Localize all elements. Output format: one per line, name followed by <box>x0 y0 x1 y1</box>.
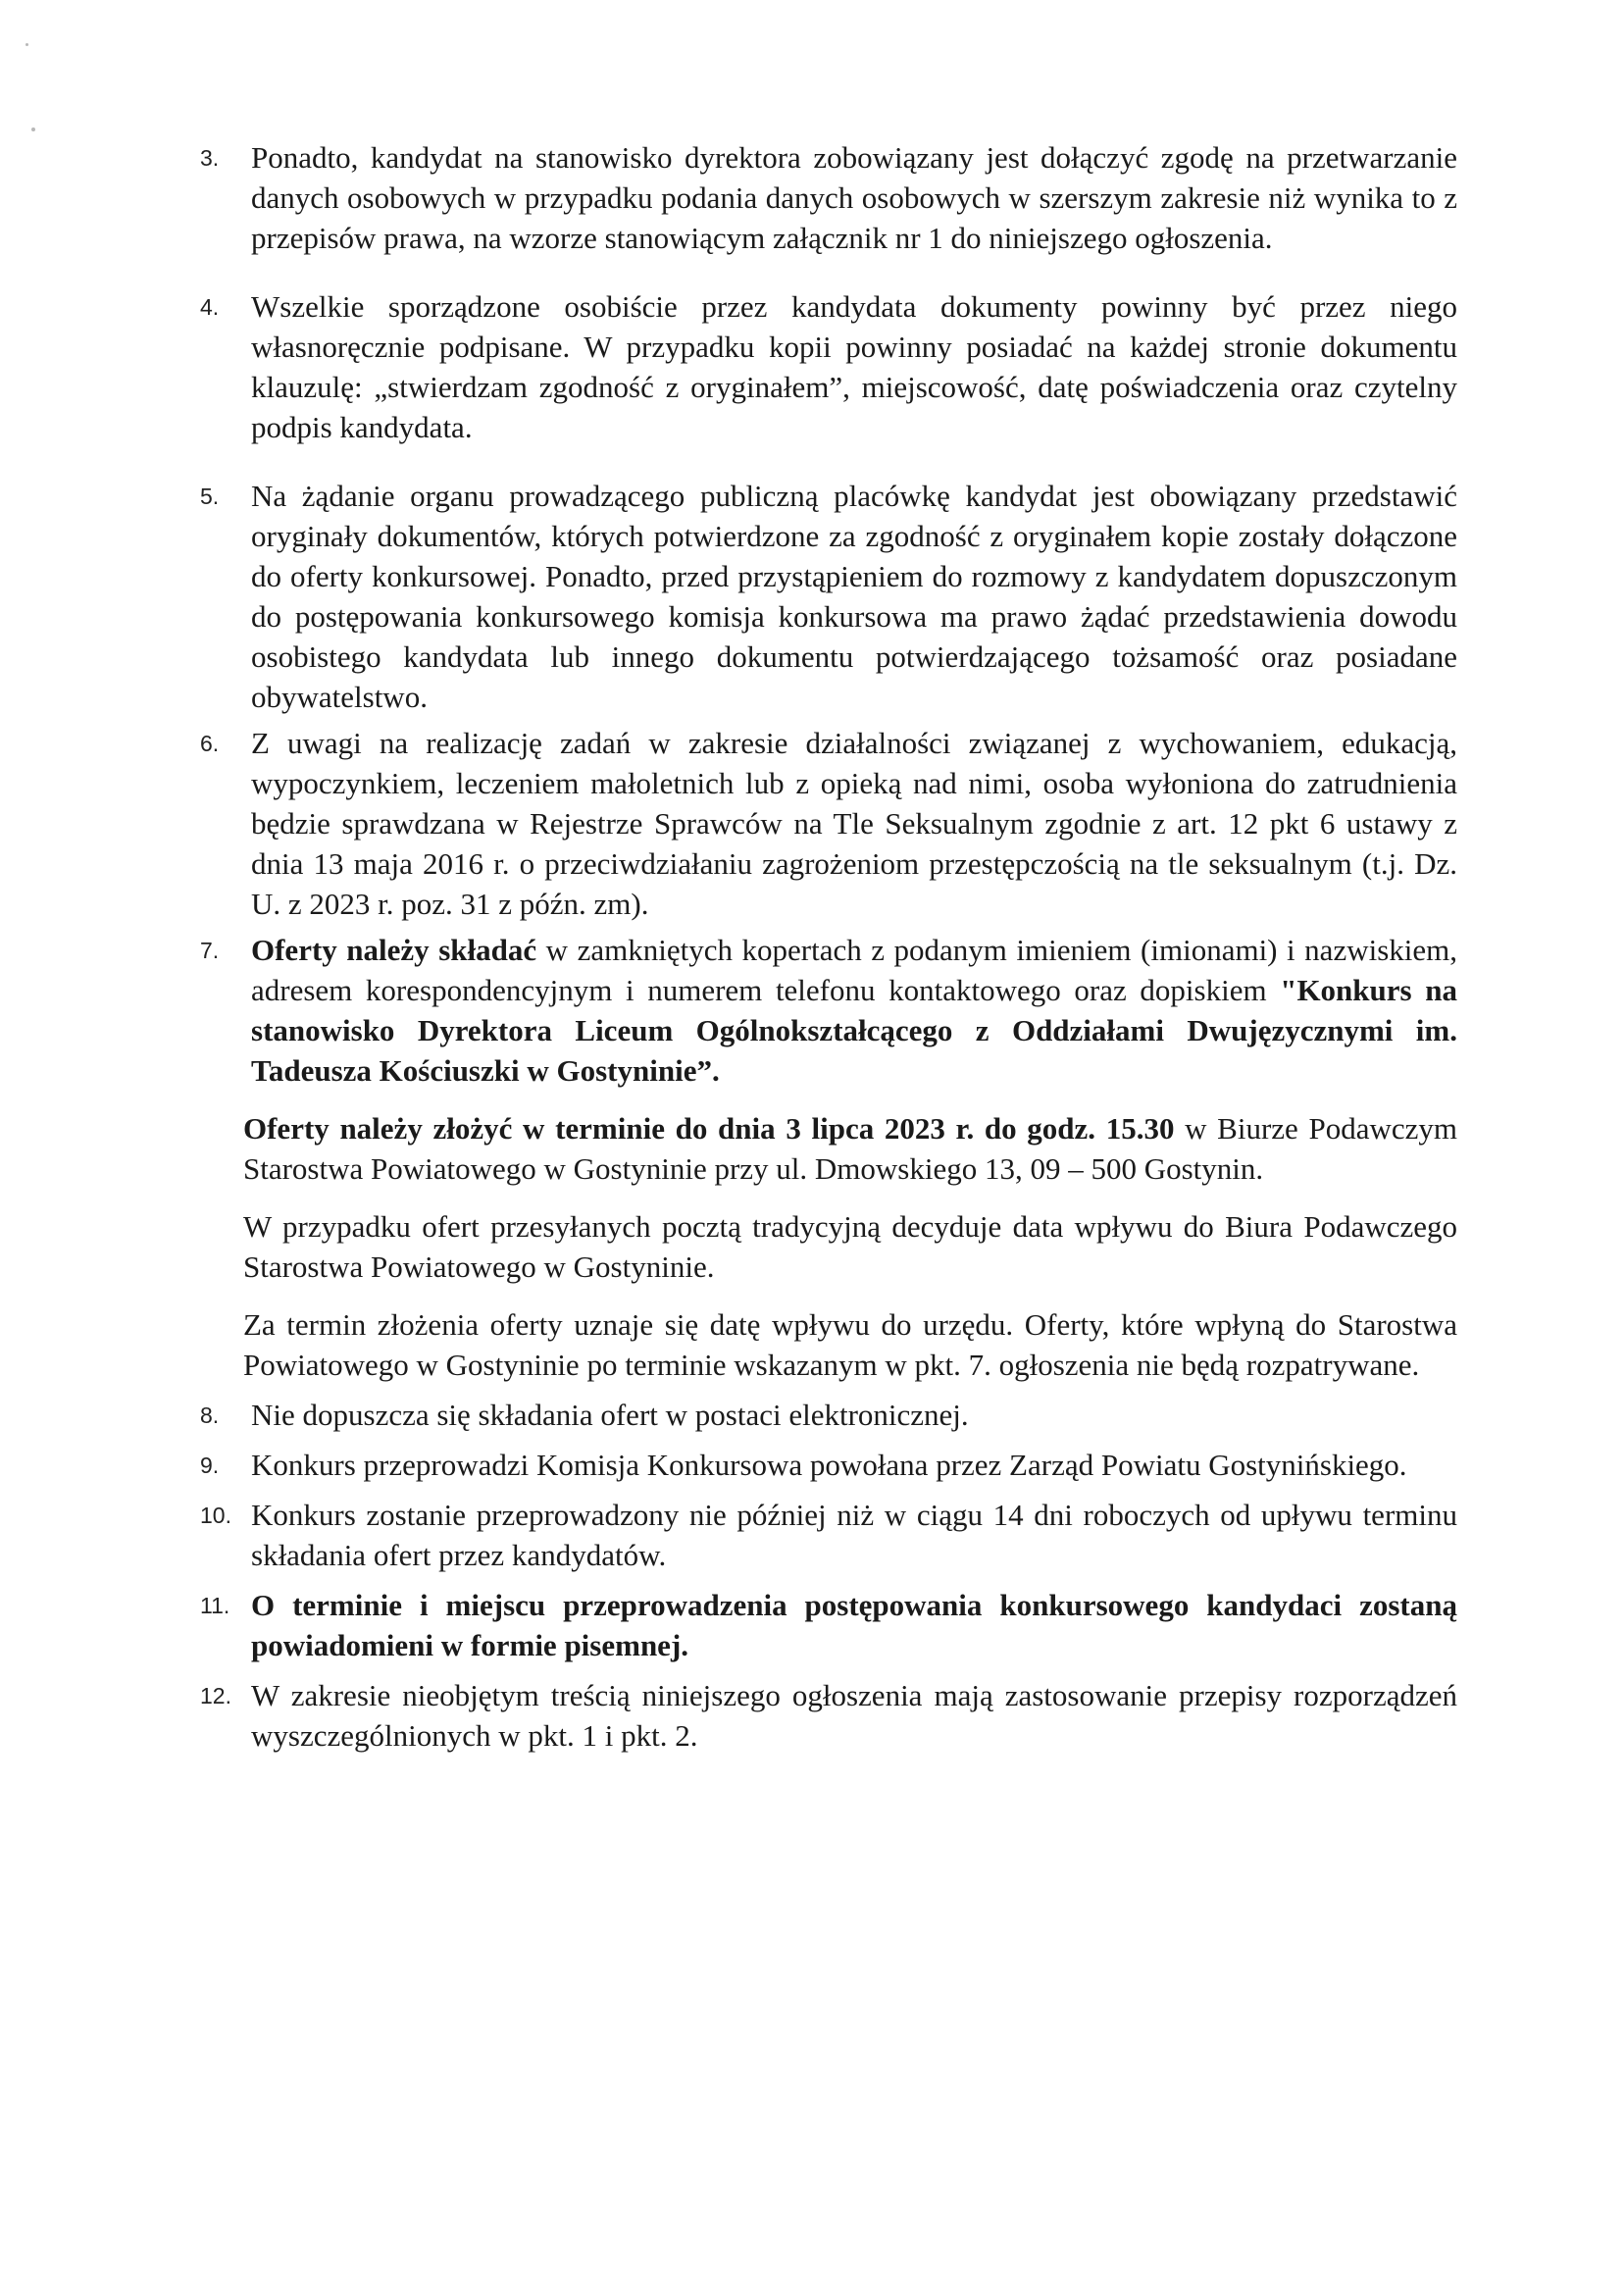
list-item-6 <box>192 723 1457 924</box>
item-text: Konkurs przeprowadzi Komisja Konkursowa powołana przez Zarząd Powiatu Gostynińskiego. <box>251 1448 1407 1482</box>
list-item-3 <box>192 137 1457 258</box>
offer-deadline <box>243 1108 1457 1189</box>
item-number: 10. <box>200 1503 231 1528</box>
item-number: 12. <box>200 1683 231 1708</box>
item-number: 5. <box>200 484 220 509</box>
list-item-12 <box>192 1675 1457 1756</box>
list-item-7 <box>192 930 1457 1091</box>
announcement-body <box>192 137 1457 1756</box>
list-item-5 <box>192 476 1457 717</box>
item-number: 4. <box>200 294 220 320</box>
item-text <box>251 930 1457 1091</box>
scan-speck <box>31 127 35 131</box>
deadline-bold: Oferty należy złożyć w terminie do dnia 3 lipca 2023 r. do godz. 15.30 <box>243 1111 1175 1146</box>
item-body: w zamkniętych kopertach z podanym imieniem (imionami) i nazwiskiem, adresem korespondencyjnym i numerem telefonu kontaktowego oraz dopiskiem <box>251 933 1457 1007</box>
item-text: Ponadto, kandydat na stanowisko dyrektora zobowiązany jest dołączyć zgodę na przetwarzanie danych osobowych w przypadku podania danych osobowych w szerszym zakresie niż wynika to z przepisów prawa, na wzorze stanowiącym załącznik nr 1 do niniejszego ogłoszenia. <box>251 140 1457 255</box>
list-item-4 <box>192 286 1457 447</box>
filing-date-note: Za termin złożenia oferty uznaje się datę wpływu do urzędu. Oferty, które wpłyną do Starostwa Powiatowego w Gostyninie po terminie wskazanym w pkt. 7. ogłoszenia nie będą rozpatrywane. <box>243 1307 1457 1382</box>
item-number: 11. <box>200 1593 230 1618</box>
competition-title: "Konkurs na stanowisko Dyrektora Liceum Ogólnokształcącego z Oddziałami Dwujęzycznymi im. Tadeusza Kościuszki w Gostyninie”. <box>251 973 1457 1088</box>
item-text: Na żądanie organu prowadzącego publiczną placówkę kandydat jest obowiązany przedstawić oryginały dokumentów, których potwierdzone za zgodność z oryginałem kopie zostały dołączone do oferty konkursowej. Ponadto, przed przystąpieniem do rozmowy z kandydatem dopuszczonym do postępowania konkursowego komisja konkursowa ma prawo żądać przedstawienia dowodu osobistego kandydata lub innego dokumentu potwierdzającego tożsamość oraz posiadane obywatelstwo. <box>251 479 1457 714</box>
item-number: 3. <box>200 145 220 171</box>
item-bold-text: O terminie i miejscu przeprowadzenia postępowania konkursowego kandydaci zostaną powiadomieni w formie pisemnej. <box>251 1588 1457 1662</box>
list-item-10 <box>192 1495 1457 1575</box>
item-number: 8. <box>200 1402 220 1428</box>
deadline-text: w Biurze Podawczym Starostwa Powiatowego w Gostyninie przy ul. Dmowskiego 13, 09 – 500 Gostynin. <box>243 1111 1457 1186</box>
item-number: 7. <box>200 938 220 963</box>
item-text: Nie dopuszcza się składania ofert w postaci elektronicznej. <box>251 1398 969 1432</box>
item-text <box>251 1585 1457 1665</box>
item-number: 6. <box>200 731 220 756</box>
item-text: Wszelkie sporządzone osobiście przez kandydata dokumenty powinny być przez niego własnoręcznie podpisane. W przypadku kopii powinny posiadać na każdej stronie dokumentu klauzulę: „stwierdzam zgodność z oryginałem”, miejscowość, datę poświadczenia oraz czytelny podpis kandydata. <box>251 289 1457 444</box>
item-number: 9. <box>200 1453 220 1478</box>
item-text: Z uwagi na realizację zadań w zakresie działalności związanej z wychowaniem, edukacją, wypoczynkiem, leczeniem małoletnich lub z opieką nad nimi, osoba wyłoniona do zatrudnienia będzie sprawdzana w Rejestrze Sprawców na Tle Seksualnym zgodnie z art. 12 pkt 6 ustawy z dnia 13 maja 2016 r. o przeciwdziałaniu zagrożeniom przestępczością na tle seksualnym (t.j. Dz. U. z 2023 r. poz. 31 z późn. zm). <box>251 726 1457 921</box>
item-bold-lead: Oferty należy składać <box>251 933 537 967</box>
item-text: W zakresie nieobjętym treścią niniejszego ogłoszenia mają zastosowanie przepisy rozporządzeń wyszczególnionych w pkt. 1 i pkt. 2. <box>251 1678 1457 1753</box>
list-item-11 <box>192 1585 1457 1665</box>
scan-speck <box>25 43 28 46</box>
item-text: Konkurs zostanie przeprowadzony nie później niż w ciągu 14 dni roboczych od upływu terminu składania ofert przez kandydatów. <box>251 1498 1457 1572</box>
list-item-8 <box>192 1395 1457 1435</box>
mail-offers-note: W przypadku ofert przesyłanych pocztą tradycyjną decyduje data wpływu do Biura Podawczego Starostwa Powiatowego w Gostyninie. <box>243 1209 1457 1284</box>
list-item-9 <box>192 1445 1457 1485</box>
